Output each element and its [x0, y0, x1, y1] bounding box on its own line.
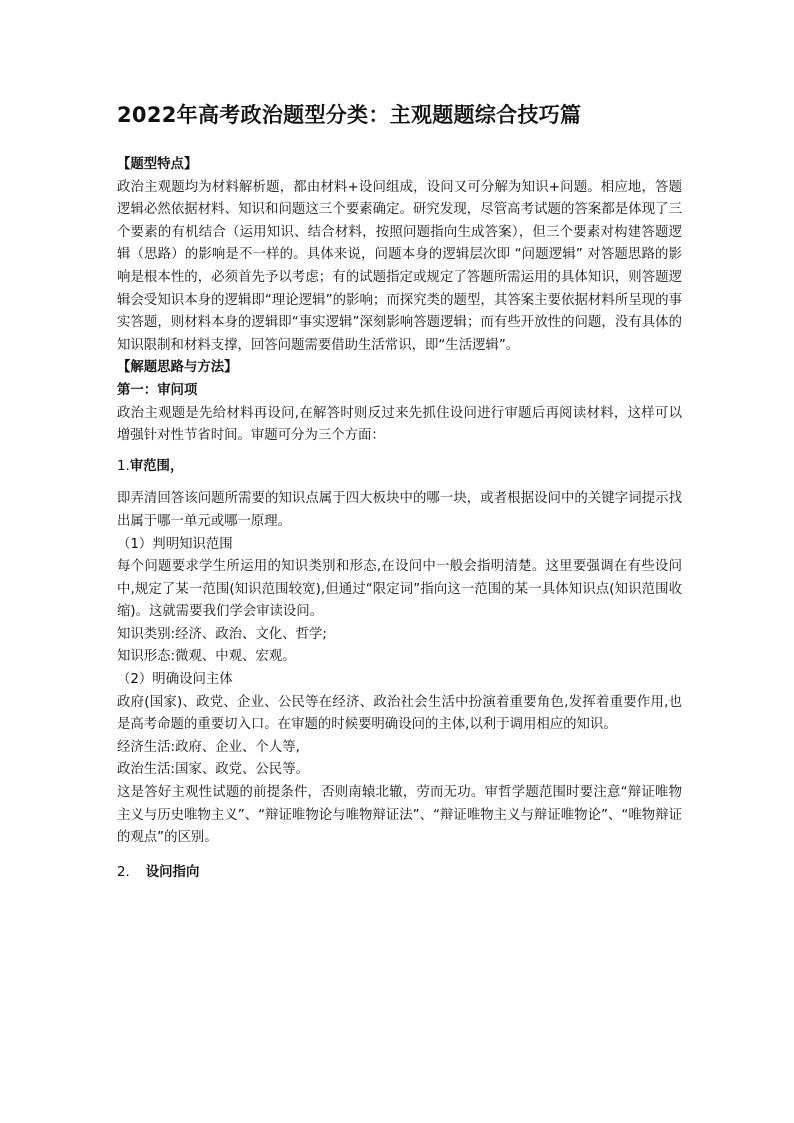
- closing-paragraph: 这是答好主观性试题的前提条件，否则南辕北辙，劳而无功。审哲学题范围时要注意“辩证唯物主义与历史唯物主义”、“辩证唯物论与唯物辩证法”、“辩证唯物主义与辩证唯物论”、“唯物辩证的观点”的区别。: [117, 785, 682, 846]
- item2-title: 设问指向: [145, 864, 200, 880]
- section-heading-features: 【题型特点】: [117, 157, 198, 172]
- item1-title: 审范围，: [129, 458, 184, 474]
- document-title: 2022年高考政治题型分类：主观题题综合技巧篇: [117, 103, 582, 127]
- sub2-line-political: 政治生活:国家、政党、公民等。: [117, 762, 309, 778]
- sub1-line-form: 知识形态:微观、中观、宏观。: [117, 649, 296, 665]
- item2-heading: [117, 862, 682, 885]
- sub2-line-economic: 经济生活:政府、企业、个人等,: [117, 739, 300, 755]
- item1-paragraph: 即弄清回答该问题所需要的知识点属于四大板块中的哪一块，或者根据设问中的关键字词提示找出属于哪一单元或哪一原理。: [117, 491, 682, 529]
- step1-heading: 第一：审问项: [117, 382, 198, 398]
- item2-number: 2.: [117, 864, 130, 880]
- features-paragraph: 政治主观题均为材料解析题，都由材料+设问组成，设问又可分解为知识+问题。相应地，答题逻辑必然依据材料、知识和问题这三个要素确定。研究发现，尽管高考试题的答案都是体现了三个要素的有机结合（运用知识、结合材料，按照问题指向生成答案），但三个要素对构建答题逻辑（思路）的影响是不一样的。具体来说，问题本身的逻辑层次即 “问题逻辑” 对答题思路的影响是根本性的，必须首先予以考虑；有的试题指定或规定了答题所需运用的具体知识，则答题逻辑会受知识本身的逻辑即“理论逻辑”的影响；而探究类的题型，其答案主要依据材料所呈现的事实答题，则材料本身的逻辑即“事实逻辑”深刻影响答题逻辑；而有些开放性的问题，没有具体的知识限制和材料支撑，回答问题需要借助生活常识，即“生活逻辑”。: [117, 179, 682, 353]
- document-body: [117, 154, 682, 884]
- sub2-paragraph: 政府(国家)、政党、企业、公民等在经济、政治社会生活中扮演着重要角色,发挥着重要作用,也是高考命题的重要切入口。在审题的时候要明确设问的主体,以利于调用相应的知识。: [117, 694, 682, 733]
- section-heading-methods: 【解题思路与方法】: [117, 360, 238, 376]
- sub1-title: （1）判明知识范围: [117, 536, 233, 552]
- item1-number: 1.: [117, 458, 130, 474]
- sub1-line-category: 知识类别:经济、政治、文化、哲学;: [117, 626, 327, 642]
- item1-heading: [117, 456, 682, 479]
- sub2-title: （2）明确设问主体: [117, 672, 233, 688]
- step1-paragraph: 政治主观题是先给材料再设问,在解答时则反过来先抓住设问进行审题后再阅读材料，这样可以增强针对性节省时间。审题可分为三个方面：: [117, 405, 682, 444]
- sub1-paragraph: 每个问题要求学生所运用的知识类别和形态,在设问中一般会指明清楚。这里要强调在有些设问中,规定了某一范围(知识范围较宽),但通过“限定词”指向这一范围的某一具体知识点(知识范围收缩)。这就需要我们学会审读设问。: [117, 559, 682, 620]
